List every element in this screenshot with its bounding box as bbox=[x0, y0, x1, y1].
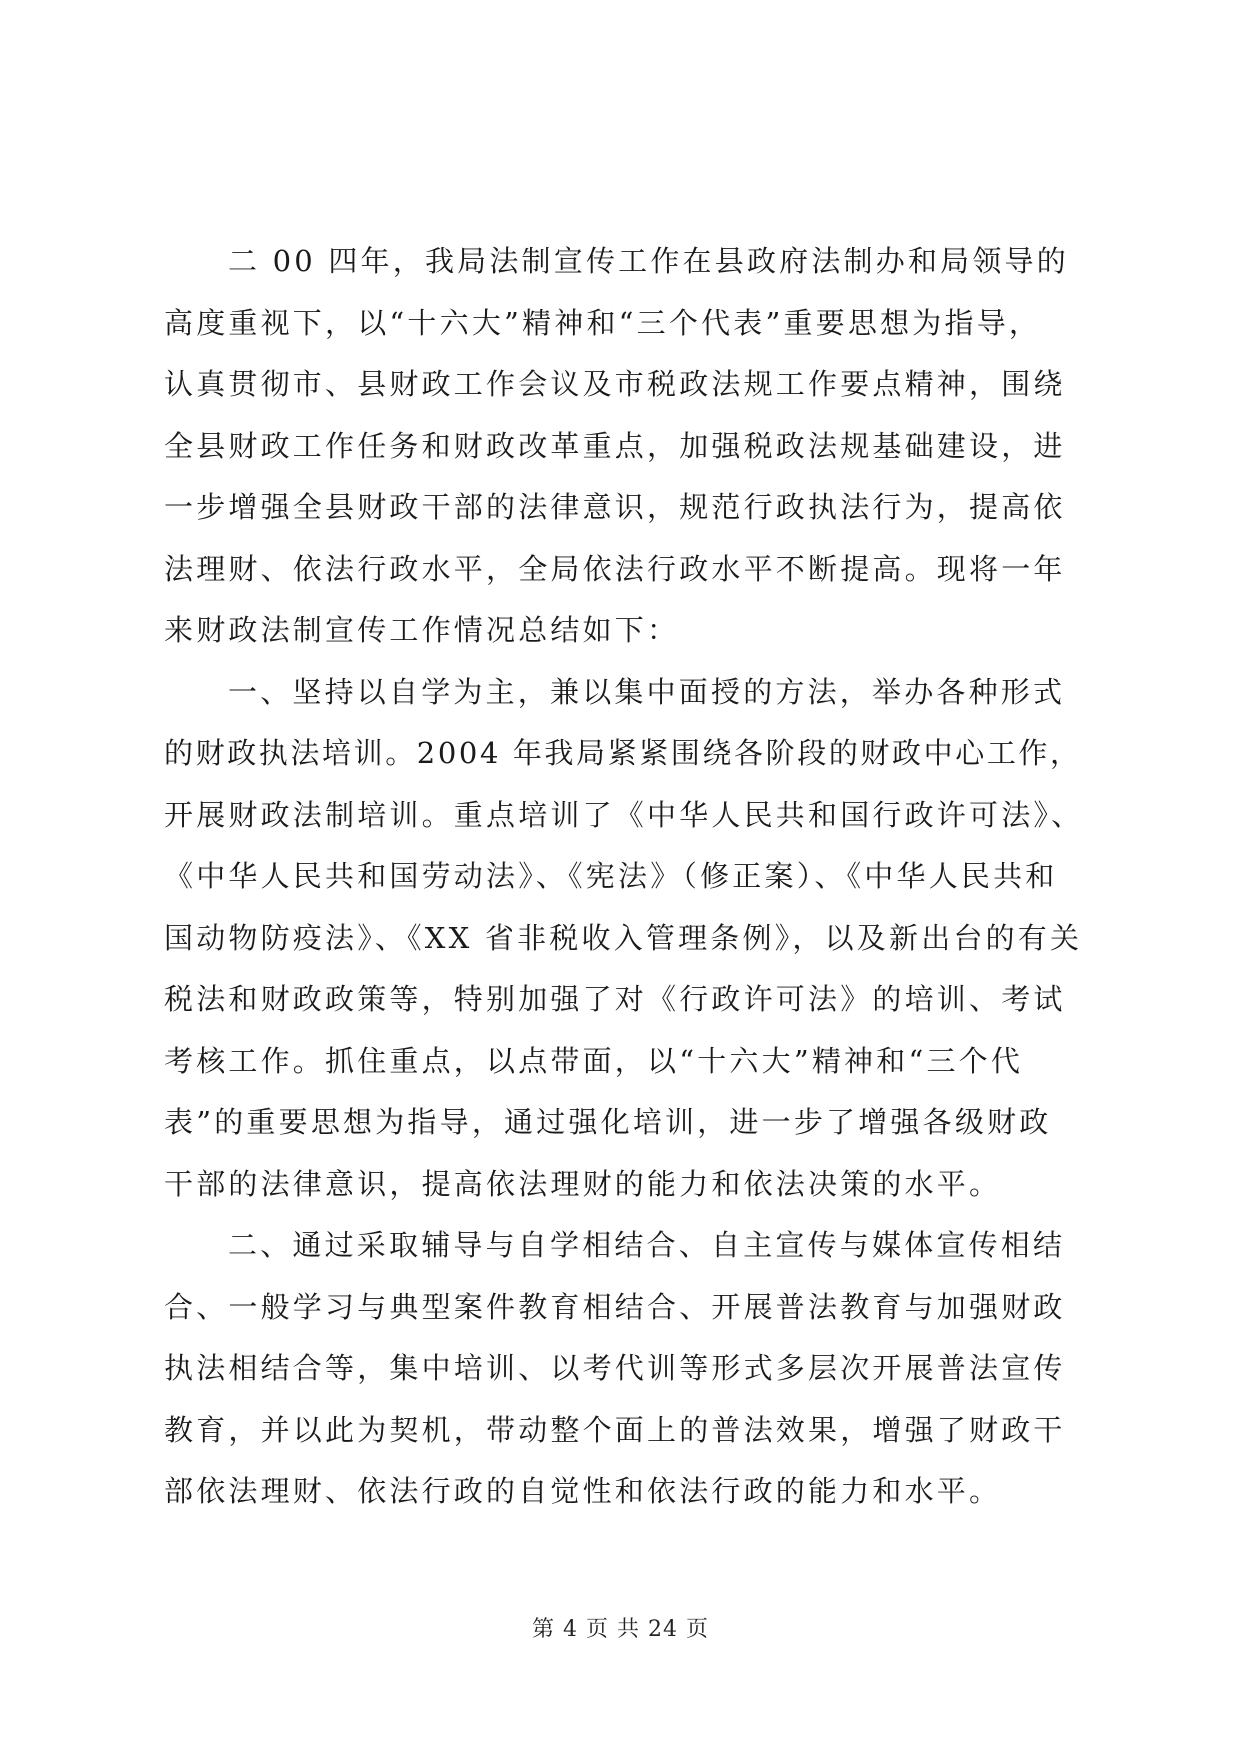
text-line: 法理财、依法行政水平，全局依法行政水平不断提高。现将一年 bbox=[164, 551, 1066, 586]
text-line: 开展财政法制培训。重点培训了《中华人民共和国行政许可法》、 bbox=[164, 797, 1084, 832]
text-line: 干部的法律意识，提高依法理财的能力和依法决策的水平。 bbox=[164, 1166, 1002, 1201]
text-line: 税法和财政政策等，特别加强了对《行政许可法》的培训、考试 bbox=[164, 982, 1066, 1016]
text-line: 部依法理财、依法行政的自觉性和依法行政的能力和水平。 bbox=[164, 1474, 1002, 1508]
text-line: 二、通过采取辅导与自学相结合、自主宣传与媒体宣传相结 bbox=[228, 1228, 1066, 1262]
text-line: 考核工作。抓住重点，以点带面，以“十六大”精神和“三个代 bbox=[164, 1043, 1024, 1078]
text-line: 一、坚持以自学为主，兼以集中面授的方法，举办各种形式 bbox=[228, 674, 1066, 709]
text-line: 一步增强全县财政干部的法律意识，规范行政执法行为，提高依 bbox=[164, 490, 1066, 524]
text-line: 二 00 四年，我局法制宣传工作在县政府法制办和局领导的 bbox=[228, 244, 1069, 278]
text-line: 认真贯彻市、县财政工作会议及市税政法规工作要点精神，围绕 bbox=[164, 367, 1066, 401]
text-line: 执法相结合等，集中培训、以考代训等形式多层次开展普法宣传 bbox=[164, 1351, 1066, 1385]
text-line: 来财政法制宣传工作情况总结如下： bbox=[164, 613, 680, 647]
page-footer: 第 4 页 共 24 页 bbox=[532, 1617, 709, 1642]
text-line: 国动物防疫法》、《XX 省非税收入管理条例》，以及新出台的有关 bbox=[164, 920, 1083, 955]
text-line: 教育，并以此为契机，带动整个面上的普法效果，增强了财政干 bbox=[164, 1412, 1066, 1447]
text-line: 高度重视下，以“十六大”精神和“三个代表”重要思想为指导， bbox=[164, 305, 1042, 340]
body-text bbox=[164, 231, 1086, 1523]
text-line: 表”的重要思想为指导，通过强化培训，进一步了增强各级财政 bbox=[164, 1105, 1052, 1139]
text-line: 《中华人民共和国劳动法》、《宪法》（修正案）、《中华人民共和 bbox=[164, 859, 1058, 893]
text-line: 的财政执法培训。2004 年我局紧紧围绕各阶段的财政中心工作， bbox=[164, 736, 1082, 770]
text-line: 合、一般学习与典型案件教育相结合、开展普法教育与加强财政 bbox=[164, 1289, 1066, 1324]
text-line: 全县财政工作任务和财政改革重点，加强税政法规基础建设，进 bbox=[164, 428, 1066, 463]
